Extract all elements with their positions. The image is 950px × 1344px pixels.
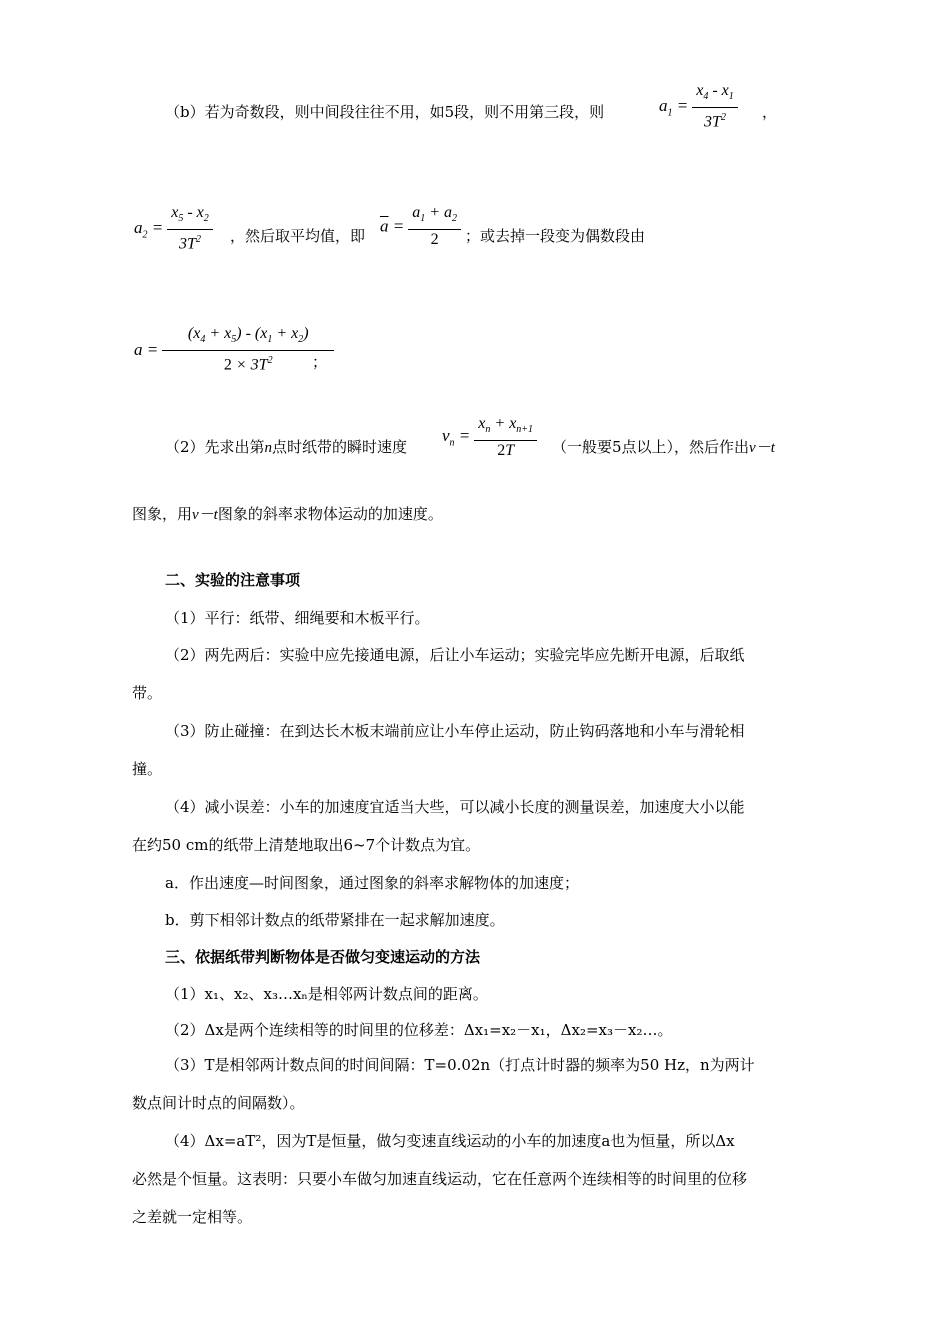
section-3-heading: 三、依据纸带判断物体是否做匀变速运动的方法 (165, 948, 481, 966)
para-b-comma: ， (762, 103, 778, 121)
para-average-text: ，然后取平均值，即 (230, 227, 366, 245)
para-semicolon: ； (312, 353, 328, 371)
s3-item-4: （4）Δx=aT²，因为T是恒量，做匀变速直线运动的小车的加速度a也为恒量，所以Δx (165, 1132, 735, 1150)
s3-item-1: （1）x₁、x₂、x₃…xₙ是相邻两计数点间的距离。 (165, 985, 488, 1003)
para-b-text: （b）若为奇数段，则中间段往往不用，如5段，则不用第三段，则 (165, 103, 605, 121)
s3-item-3-cont: 数点间计时点的间隔数）。 (132, 1094, 305, 1112)
s2-item-4: （4）减小误差：小车的加速度宜适当大些，可以减小长度的测量误差，加速度大小以能 (165, 798, 745, 816)
para-vt-graph: 图象，用v－t图象的斜率求物体运动的加速度。 (132, 505, 443, 523)
s3-item-4-cont2: 之差就一定相等。 (132, 1208, 253, 1226)
formula-vn: $v_n$ = $\frac{x_n + x_{n+1}}{2T}$ (442, 415, 537, 460)
para-velocity-text-2: （一般要5点以上），然后作出v－t (552, 438, 775, 456)
s3-item-4-cont: 必然是个恒量。这表明：只要小车做匀加速直线运动，它在任意两个连续相等的时间里的位移 (132, 1170, 748, 1188)
s2-item-2: （2）两先两后：实验中应先接通电源，后让小车运动；实验完毕应先断开电源，后取纸 (165, 646, 745, 664)
s2-item-1: （1）平行：纸带、细绳要和木板平行。 (165, 609, 430, 627)
s2-item-2-cont: 带。 (132, 684, 163, 702)
formula-a2: $a_2$ = $\frac{x_5 - x_2}{3T^2}$ (134, 204, 213, 254)
s3-item-3: （3）T是相邻两计数点间的时间间隔：T=0.02n（打点计时器的频率为50 Hz，n为两计 (165, 1056, 755, 1074)
s2-item-3-cont: 撞。 (132, 760, 163, 778)
formula-a1: $a_1$ = $\frac{x_4 - x_1}{3T^2}$ (659, 82, 738, 132)
s2-item-b: b．剪下相邻计数点的纸带紧排在一起求解加速度。 (165, 911, 505, 929)
s2-item-a: a．作出速度—时间图象，通过图象的斜率求解物体的加速度； (165, 874, 579, 892)
s2-item-3: （3）防止碰撞：在到达长木板末端前应让小车停止运动，防止钩码落地和小车与滑轮相 (165, 722, 745, 740)
para-even-text: ；或去掉一段变为偶数段由 (465, 227, 646, 245)
s3-item-2: （2）Δx是两个连续相等的时间里的位移差：Δx₁=x₂－x₁，Δx₂=x₃－x₂…。 (165, 1021, 673, 1039)
s2-item-4-cont: 在约50 cm的纸带上清楚地取出6~7个计数点为宜。 (132, 836, 481, 854)
section-2-heading: 二、实验的注意事项 (165, 571, 301, 589)
para-velocity-text: （2）先求出第n点时纸带的瞬时速度 (165, 438, 408, 456)
formula-a-average: $\overline{a}$ = $\frac{a_1 + a_2}{2}$ (380, 204, 461, 249)
formula-a-even: a = $\frac{(x_4 + x_5) - (x_1 + x_2)}{2 \times 3T^2}$ (134, 325, 334, 375)
